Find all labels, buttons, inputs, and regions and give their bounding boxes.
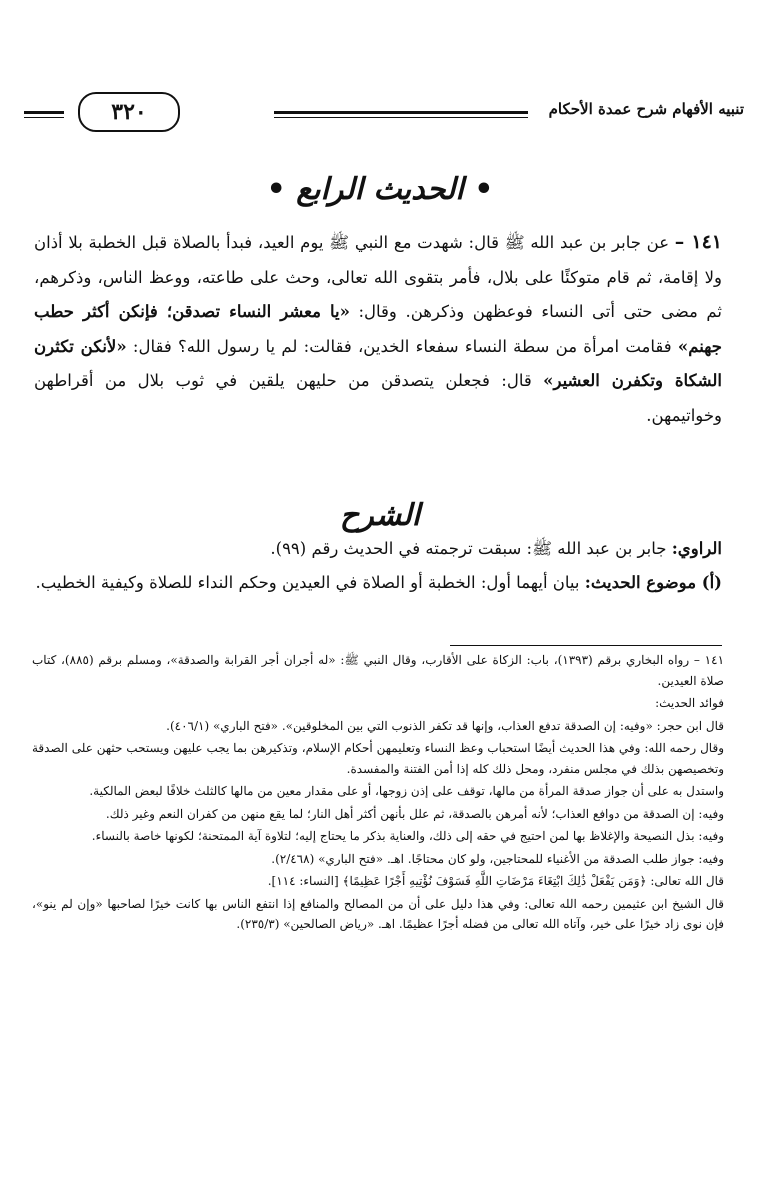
footnote: ١٤١ – رواه البخاري برقم (١٣٩٣)، باب: الزكاة على الأقارب، وقال النبي ﷺ: «له أجران أجر القرابة والصدقة»، ومسلم برقم (٨٨٥)، كتاب صلاة العيدين. [32,653,725,688]
topic-label: (أ) موضوع الحديث: [584,573,722,592]
book-title: تنبيه الأفهام شرح عمدة الأحكام [548,100,744,118]
footnote: قال الله تعالى: ﴿وَمَن يَفْعَلْ ذَٰلِكَ ابْتِغَاءَ مَرْضَاتِ اللَّهِ فَسَوْفَ نُؤْتِيهِ أَجْرًا عَظِيمًا﴾ [النساء: ١١٤]. [267,874,724,888]
header-rule [24,117,64,118]
page-number: ٣٢٠ [78,92,180,132]
footnote: وقال رحمه الله: وفي هذا الحديث أيضًا استحباب وعظ النساء وتعليمهن أحكام الإسلام، وتذكيرهن بما يجب عليهن ويستحب حثهن على الصدقة وتخصيصهن بذلك في مجلس منفرد، ومحل ذلك كله إذا أمن الفتنة والمفسدة. [32,741,724,776]
footnote: قال الشيخ ابن عثيمين رحمه الله تعالى: وفي هذا دليل على أن من المصالح والمنافع إذا انتفع الناس بها كانت خيرًا لصاحبها «وإن لم ينو»، فإن نوى زاد خيرًا على خير، وآتاه الله تعالى من فضله أجرًا عظيمًا. اهـ. «رياض الصالحين» (٢٣٥/٣). [32,896,724,931]
topic-text: بيان أيهما أول: الخطبة أو الصلاة في العيدين وحكم النداء للصلاة وكيفية الخطيب. [35,573,580,592]
hadith-number: ١٤١ – [674,231,723,253]
sharh-body [34,532,722,600]
footnote-rule [450,645,722,646]
running-header [24,92,744,132]
footnote: وفيه: بذل النصيحة والإغلاظ بها لمن احتيج في حقه إلى ذلك، والعناية بذكر ما يحتاج إليه؛ لتلاوة آية الممتحنة؛ لكونها خاصة بالنساء. [91,829,724,843]
hadith-text: عن جابر بن عبد الله ﷺ قال: شهدت مع النبي ﷺ يوم العيد، فبدأ بالصلاة قبل الخطبة بلا أذان ولا إقامة، ثم قام متوكئًا على بلال، فأمر بتقوى الله تعالى، وحث على طاعته، ووعظ الناس، وذكرهم، ثم مضى حتى أتى النساء فوعظهن وذكرهن. وقال: [34,233,722,321]
header-rule [274,111,528,114]
narrator-text: جابر بن عبد الله ﷺ: سبقت ترجمته في الحديث رقم (٩٩). [270,539,667,558]
hadith-text: قال: فجعلن يتصدقن من حليهن يلقين في ثوب بلال من أقراطهن وخواتيمهن. [34,371,722,425]
footnote: وفيه: إن الصدقة من دوافع العذاب؛ لأنه أمرهن بالصدقة، ثم علل بأنهن أكثر أهل النار؛ لما يقع منهن من كفران النعم وغير ذلك. [105,806,724,821]
footnotes [32,650,724,937]
header-rule [24,111,64,114]
footnote: فوائد الحديث: [655,696,724,710]
footnote: وفيه: جواز طلب الصدقة من الأغنياء للمحتاجين، ولو كان محتاجًا. اهـ. «فتح الباري» (٢/٤٦٨). [271,851,724,866]
hadith-text: فقامت امرأة من سطة النساء سفعاء الخدين، فقالت: لم يا رسول الله؟ فقال: [132,336,672,356]
hadith-quote: «لأنكن تكثرن الشكاة وتكفرن العشير» [34,336,723,390]
footnote: قال ابن حجر: «وفيه: إن الصدقة تدفع العذاب، وإنها قد تكفر الذنوب التي بين المخلوقين». «فتح الباري» (٤٠٦/١). [166,718,724,733]
footnote: واستدل به على أن جواز صدقة المرأة من مالها، توقف على إذن زوجها، أو على مقدار معين من مالها كالثلث خلافًا لبعض المالكية. [89,784,724,798]
hadith-body [34,225,722,433]
header-rule [274,117,528,118]
narrator-label: الراوي: [671,539,722,558]
sharh-title: الشرح [339,498,421,533]
hadith-title: • الحديث الرابع • [266,172,494,207]
hadith-quote: «يا معشر النساء تصدقن؛ فإنكن أكثر حطب جهنم» [34,302,722,356]
